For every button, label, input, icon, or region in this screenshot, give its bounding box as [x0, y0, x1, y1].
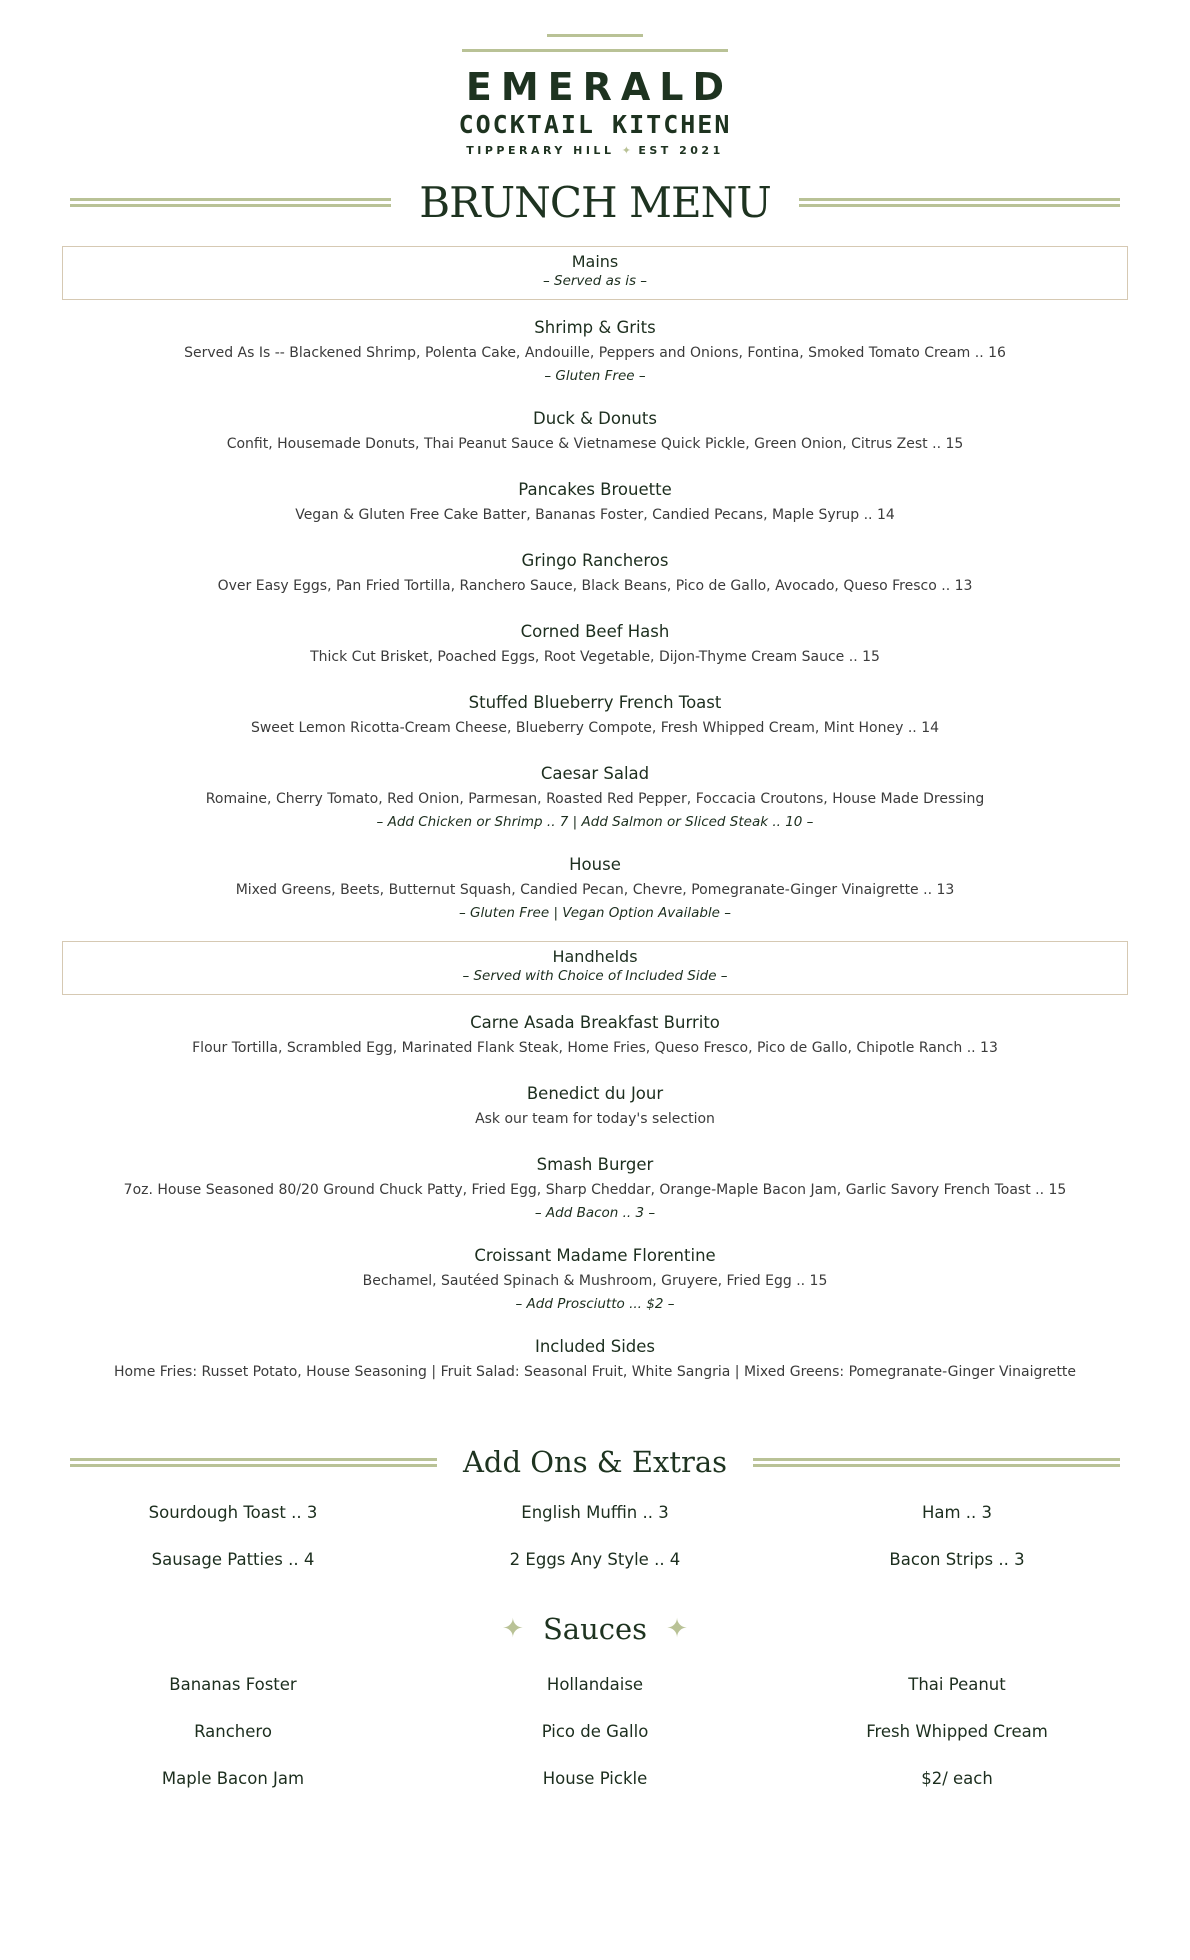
- addons-title: Add Ons & Extras: [462, 1445, 728, 1479]
- item-description: Flour Tortilla, Scrambled Egg, Marinated Flank Steak, Home Fries, Queso Fresco, Pico de Gallo, Chipotle Ranch .. 13: [192, 1040, 998, 1056]
- item-note: – Gluten Free | Vegan Option Available –: [458, 905, 732, 921]
- addons-heading: [70, 1442, 1120, 1482]
- menu-item: [0, 692, 1190, 738]
- sauces-heading: [0, 1612, 1190, 1646]
- spark-icon: ✦: [502, 1614, 524, 1644]
- logo-tagline-right: EST 2021: [638, 144, 724, 157]
- item-description: Vegan & Gluten Free Cake Batter, Bananas Foster, Candied Pecans, Maple Syrup .. 14: [295, 507, 895, 523]
- menu-item: [0, 1336, 1190, 1382]
- item-description: Over Easy Eggs, Pan Fried Tortilla, Ranchero Sauce, Black Beans, Pico de Gallo, Avocado, Queso Fresco .. 13: [217, 578, 973, 594]
- logo-divider: [547, 34, 643, 37]
- item-description: Home Fries: Russet Potato, House Seasoning | Fruit Salad: Seasonal Fruit, White Sangria | Mixed Greens: Pomegranate-Ginger Vinaigrette: [113, 1364, 1077, 1380]
- menu-item: [0, 550, 1190, 596]
- category-note: – Served as is –: [542, 273, 648, 289]
- item-note: – Add Prosciutto ... $2 –: [515, 1296, 675, 1312]
- sauces-title: Sauces: [542, 1612, 648, 1646]
- logo: [0, 30, 1190, 157]
- menu-item: [0, 854, 1190, 923]
- item-note: – Gluten Free –: [544, 368, 646, 384]
- item-description: Sweet Lemon Ricotta-Cream Cheese, Blueberry Compote, Fresh Whipped Cream, Mint Honey .. 14: [250, 720, 940, 736]
- item-name: House: [569, 855, 621, 874]
- menu-item: [0, 317, 1190, 386]
- addon-item: English Muffin .. 3: [521, 1503, 669, 1522]
- item-name: Caesar Salad: [540, 764, 650, 783]
- category-name: Mains: [571, 252, 619, 271]
- item-description: Confit, Housemade Donuts, Thai Peanut Sauce & Vietnamese Quick Pickle, Green Onion, Citrus Zest .. 15: [226, 436, 964, 452]
- item-name: Smash Burger: [536, 1155, 654, 1174]
- logo-tagline: [0, 144, 1190, 157]
- item-name: Gringo Rancheros: [521, 551, 669, 570]
- sauce-item: Thai Peanut: [908, 1675, 1006, 1694]
- addon-item: Ham .. 3: [921, 1503, 993, 1522]
- item-name: Shrimp & Grits: [534, 318, 656, 337]
- item-name: Pancakes Brouette: [518, 480, 672, 499]
- item-name: Carne Asada Breakfast Burrito: [470, 1013, 720, 1032]
- item-description: Bechamel, Sautéed Spinach & Mushroom, Gruyere, Fried Egg .. 15: [362, 1273, 828, 1289]
- spark-icon: ✦: [666, 1614, 688, 1644]
- sauce-item: Fresh Whipped Cream: [866, 1722, 1048, 1741]
- item-description: Mixed Greens, Beets, Butternut Squash, Candied Pecan, Chevre, Pomegranate-Ginger Vinaigrette .. 13: [235, 882, 955, 898]
- spark-icon: ✦: [621, 144, 632, 157]
- heading-rule: [799, 198, 1120, 207]
- menu-item: [0, 408, 1190, 454]
- logo-title: EMERALD: [465, 65, 734, 109]
- logo-subtitle: COCKTAIL KITCHEN: [458, 110, 732, 139]
- logo-divider: [462, 49, 728, 52]
- category-name: Handhelds: [552, 947, 638, 966]
- sauce-item: Hollandaise: [546, 1675, 644, 1694]
- heading-rule: [70, 198, 391, 207]
- menu-item: [0, 1154, 1190, 1223]
- item-description: Thick Cut Brisket, Poached Eggs, Root Vegetable, Dijon-Thyme Cream Sauce .. 15: [310, 649, 880, 665]
- menu-item: [0, 1245, 1190, 1314]
- item-name: Duck & Donuts: [533, 409, 657, 428]
- menu-item: [0, 763, 1190, 832]
- item-name: Included Sides: [534, 1337, 656, 1356]
- menu-item: [0, 479, 1190, 525]
- sauce-item: Ranchero: [194, 1722, 272, 1741]
- item-name: Corned Beef Hash: [520, 622, 670, 641]
- addon-item: 2 Eggs Any Style .. 4: [509, 1550, 681, 1569]
- category-handhelds: [62, 941, 1128, 995]
- heading-rule: [753, 1458, 1120, 1467]
- item-note: – Add Chicken or Shrimp .. 7 | Add Salmon or Sliced Steak .. 10 –: [376, 814, 814, 830]
- logo-tagline-left: TIPPERARY HILL: [466, 144, 615, 157]
- item-description: Romaine, Cherry Tomato, Red Onion, Parmesan, Roasted Red Pepper, Foccacia Croutons, House Made Dressing: [205, 791, 985, 807]
- addon-item: Sausage Patties .. 4: [151, 1550, 315, 1569]
- item-description: Served As Is -- Blackened Shrimp, Polenta Cake, Andouille, Peppers and Onions, Fontina, Smoked Tomato Cream .. 16: [184, 345, 1006, 361]
- item-name: Benedict du Jour: [526, 1084, 664, 1103]
- category-note: – Served with Choice of Included Side –: [462, 968, 728, 984]
- item-note: – Add Bacon .. 3 –: [534, 1205, 656, 1221]
- item-description: 7oz. House Seasoned 80/20 Ground Chuck Patty, Fried Egg, Sharp Cheddar, Orange-Maple Bacon Jam, Garlic Savory French Toast .. 15: [123, 1182, 1067, 1198]
- sauce-item: Maple Bacon Jam: [161, 1769, 305, 1788]
- heading-rule: [70, 1458, 437, 1467]
- addon-item: Sourdough Toast .. 3: [148, 1503, 318, 1522]
- item-name: Stuffed Blueberry French Toast: [468, 693, 722, 712]
- item-name: Croissant Madame Florentine: [474, 1246, 716, 1265]
- brunch-heading: [70, 176, 1120, 228]
- category-mains: [62, 246, 1128, 300]
- sauce-item: House Pickle: [542, 1769, 648, 1788]
- sauce-item: Pico de Gallo: [541, 1722, 649, 1741]
- sauce-item: $2/ each: [921, 1769, 993, 1788]
- sauce-item: Bananas Foster: [169, 1675, 297, 1694]
- menu-item: [0, 1083, 1190, 1129]
- item-description: Ask our team for today's selection: [475, 1111, 715, 1127]
- menu-item: [0, 1012, 1190, 1058]
- menu-item: [0, 621, 1190, 667]
- addon-item: Bacon Strips .. 3: [889, 1550, 1025, 1569]
- page-title: BRUNCH MENU: [419, 177, 771, 227]
